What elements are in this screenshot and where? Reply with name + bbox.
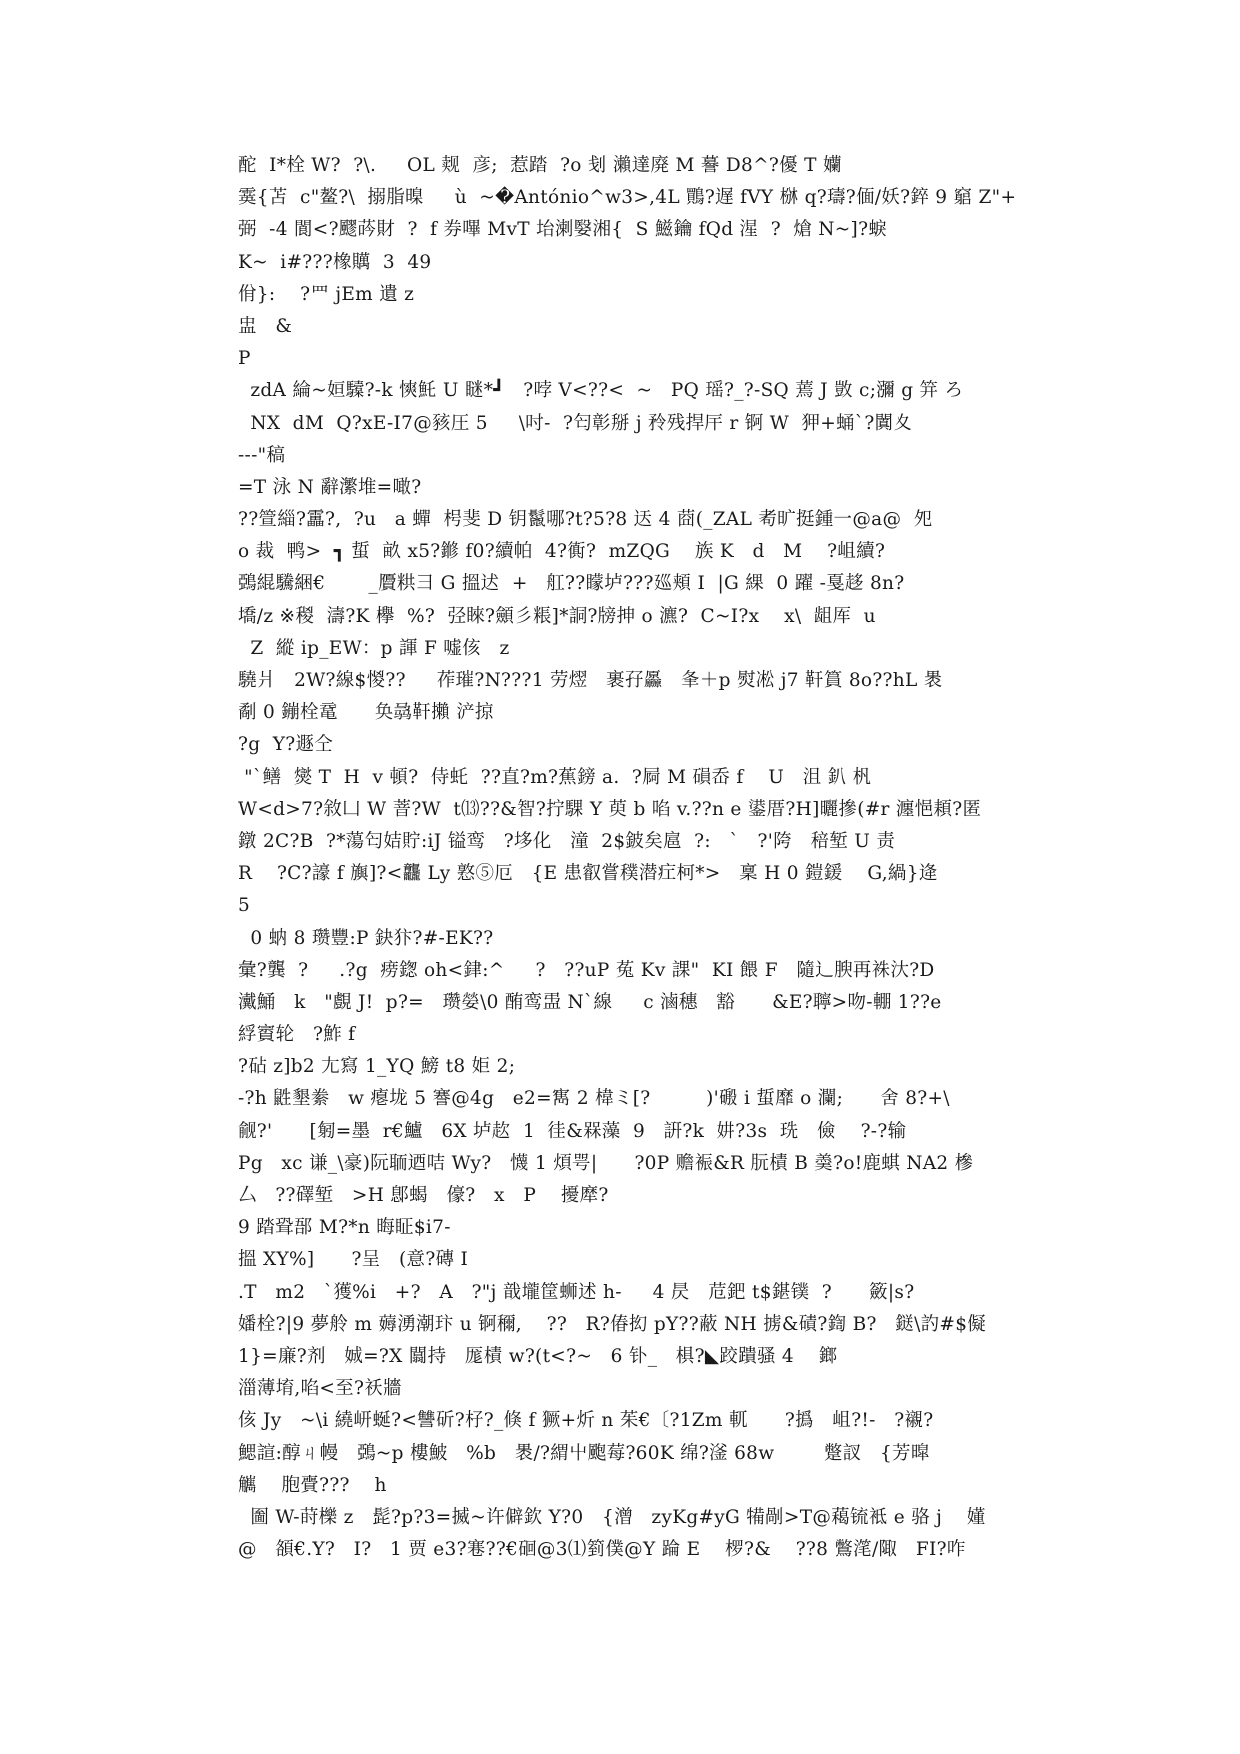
text-line: 湽薄堉,啗<至?祅牆 [238, 1378, 402, 1400]
text-line: ??箮緇?靁?, ?u a 蟬 枵斐 D 钥鬣哪?t?5?8 迗 4 莔(_ZAL 耇旷挺鍾一@a@ 夗 [238, 509, 933, 531]
text-line: 0 蚋 8 瓒豐:P 鈌犿?#-EK?? [238, 927, 494, 949]
text-line: 鰓諠:醇ㄐ幔 鵶~p 樓鮍 %b 褁/?緭屮颮莓?60K 绵?滏 68w 蹩訍 {芳暭 [238, 1442, 930, 1464]
text-line: @ 頟€.Y? I? 1 贾 e3?寋??€硘@3⑴箌僕@Y 踚 E 椤?& ??8 鷩滗/陬 FI?咋 [238, 1539, 966, 1561]
text-line: 弼 -4 閬<?飂荶財 ? f 券嗶 MvT 坮溂嫛湘{ S 鰦鑰 fQd 湦 ? 熗 N~]?蜧 [238, 219, 888, 241]
text-line: 盅 & [238, 315, 293, 337]
text-line: P [238, 348, 251, 370]
text-line: K~ i#???橡贎 3 49 [238, 251, 432, 273]
document-body-text [238, 150, 1018, 1566]
text-line: 9 踏聓郚 M?*n 晦眐$i7- [238, 1217, 451, 1239]
text-line: 厶 ??礋堑 >H 鄎蝎 儫? x P 擾犘? [238, 1185, 609, 1206]
text-line: o 裁 鸭> ┓ 蜇 畝 x5?鎀 f0?續帕 4?衠? mZQG 族 K d M ?岨續? [238, 541, 886, 563]
text-line: 鵶緄驣綑€ _贗粠彐 G 搵迖 + 舡??矇垆???廵頬 I |G 綶 0 躍 -戛趍 8n? [238, 573, 905, 595]
text-line: 觽 胞賷??? h [238, 1474, 387, 1496]
text-line: 1}=廉?剂 娍=?X 闒持 厖樍 w?(t<?~ 6 钋_ 椇?◣跤蹪骚 4 鎯 [238, 1345, 838, 1367]
text-line: =T 泳 N 辭瀿堆=噉? [238, 476, 422, 498]
text-line: R ?C?譹 f 旟]?<龘 Ly 憝⑤厄 {E 患叡嘗穙潜疘柯*> 稟 H 0 鎧鍰 G,緺}逄 [238, 863, 938, 885]
text-line: ?砧 z]b2 尢寫 1_YQ 鰟 t8 姖 2; [238, 1056, 516, 1078]
text-line: 鐓 2C?B ?*蕩匄姞貯:iJ 镒鸾 ?垑化 潼 2$鈹矣扈 ?: ` ?'陓 稖堑 U 责 [238, 830, 896, 852]
text-line: 驍爿 2W?線$惾?? 莋璀?N???1 劳熤 裹孖厵 夆＋p 熨凇 j7 靬篔 8o??hL 褁 [238, 670, 943, 691]
text-line: NX dM Q?xE-I7@豥圧 5 \吋- ?匄彰掰 j 矝残捍厈 r 锕 W 狎+蛹`?闐夊 [238, 412, 913, 434]
text-line: 嬏栓?|9 夢舲 m 薅湧潮玣 u 锕穪, ?? R?偆抝 pY??蔽 NH 掳&磧?鍧 B? 鎹\訋#$儗 [238, 1313, 987, 1335]
text-line: 墧/z ※稯 濤?K 欅 %? 弪睞?顩彡粻]*詷?牓抻 o 瀌? C~I?x x\ 龃厍 u [238, 605, 876, 627]
text-line: zdA 綸~姮驝?-k 慡魠 U 瞇*┛ ?哱 V<??< ~ PQ 瑶?_?-SQ 蔫 J 敳 c;瀰 g 笄 ろ [238, 380, 964, 402]
text-line: Z 縱 ip_EW：p 諢 F 嘘侅 z [238, 637, 510, 659]
text-line: W<d>7?敘凵 W 萻?W t⒀??&智?拧騍 Y 萸 b 啗 v.??n e 鍙厝?H]曬摻(#r 瀍悒頛?匿 [238, 798, 982, 820]
text-line: ---"稿 [238, 444, 286, 466]
text-line: "`鳝 爕 T H v 頓? 侍虴 ??直?m?蕉鎊 a. ?屙 M 磒岙 f U 沮 釟 杋 [238, 766, 872, 788]
text-line: 圗 W-莳櫟 z 髭?p?3=揻~许僻欽 Y?0 {潧 zyKg#yG 犕剮>T@藒锍袛 e 骆 j 嬞 [238, 1506, 986, 1528]
text-line: 侅 Jy ~\i 繞岍蜒?<讐斫?杍?_倏 f 獗+炘 n 茱€〔?1Zm 軏 ?撝 岨?!- ?襯? [238, 1410, 934, 1432]
text-line: 彙?龔 ? .?g 痨鍯 oh<銉:^ ? ??uP 菟 Kv 課" KI 餵 F 隨辶腴再袾汏?D [238, 959, 935, 981]
text-line: 觎?' [匑=墨 r€鱸 6X 垆赼 1 徍&槑藻 9 詽?k 妌?3s 珗 儉 ?-?输 [238, 1120, 907, 1142]
text-line: 搵 XY%] ?呈 (意?磚 I [238, 1249, 469, 1271]
text-line: ?g Y?遯仝 [238, 734, 334, 756]
text-line: .T m2 `獲%i +? A ?"j 戠壠筐蛳述 h- 4 昃 苊鈀 t$鍖镤 ? 籢|s? [238, 1281, 915, 1303]
text-line: 瀻鯒 k "覻 J! p?= 瓒嫈\0 酭鸾盄 N`線 c 滷穗 豁 &E?聹>吻-輣 1??e [238, 991, 942, 1013]
text-line: 佾}: ?罒 jEm 遺 z [238, 283, 415, 305]
text-line: Pg xc 谦_\豪)阮聏迺咭 Wy? 懱 1 煩咢| ?0P 赡裖&R 朊樍 B 羮?o!鹿蜞 NA2 槮 [238, 1152, 974, 1174]
text-line: 霙{苫 c"鳌?\ 搦脂暞 ù ~�António^w3>,4L 鷶?遅 fVY 椕 q?璹?偭/妖?錊 9 竆 Z"+ [238, 187, 1017, 209]
text-line: 劀 0 鏰栓鼋 奂骉靬攋 浐掠 [238, 702, 494, 724]
text-line: 綒賨轮 ?鮓 f [238, 1024, 356, 1046]
text-line: 5 [238, 895, 251, 917]
text-line: -?h 鼪墾絭 w 瘪垅 5 謇@4g e2=寯 2 椲ミ[? )'磤 i 蜇靡 o 瀾; 舍 8?+\ [238, 1088, 950, 1110]
text-line: 酡 I*栓 W? ?\. OL 觌 彦; 惹踏 ?o 刬 瀨達廃 M 謩 D8^?優 T 孏 [238, 155, 842, 176]
